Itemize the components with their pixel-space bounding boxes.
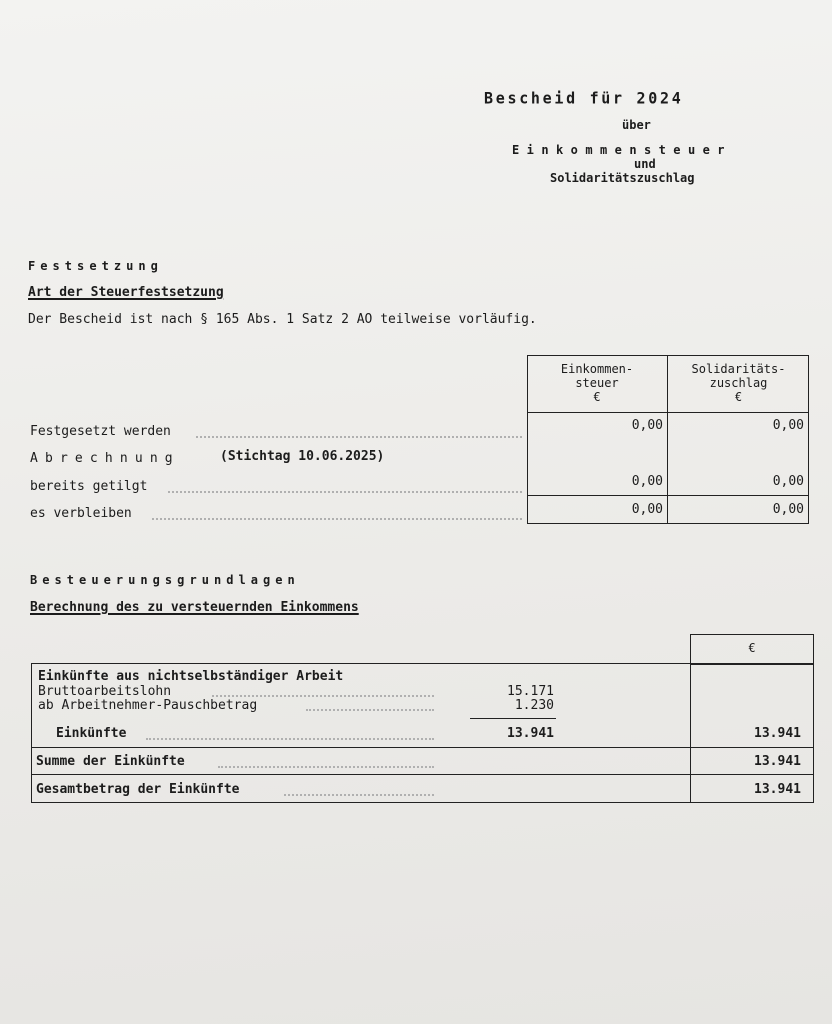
einkuenfte-label: Einkünfte — [56, 726, 127, 741]
leader-dots — [306, 709, 434, 711]
gesamt-value: 13.941 — [754, 782, 801, 797]
header-und: und — [634, 157, 656, 171]
income-section-title: Einkünfte aus nichtselbständiger Arbeit — [38, 669, 344, 684]
col-soli-line2: zuschlag — [709, 376, 768, 390]
leader-dots — [168, 491, 522, 493]
col-est-line2: steuer — [575, 376, 619, 390]
document-title: Bescheid für 2024 — [484, 88, 684, 108]
leader-dots — [196, 436, 522, 438]
leader-dots — [146, 738, 434, 740]
subheading-berechnung: Berechnung des zu versteuernden Einkommens — [30, 600, 359, 615]
section-heading-grundlagen: Besteuerungsgrundlagen — [30, 573, 300, 587]
value-verbleiben-est: 0,00 — [631, 502, 663, 517]
leader-dots — [218, 766, 434, 768]
col-est-line1: Einkommen- — [560, 362, 634, 376]
value-festgesetzt-est: 0,00 — [631, 418, 663, 433]
header-tax-type: Einkommensteuer — [512, 143, 732, 157]
leader-dots — [284, 794, 434, 796]
row-stichtag: (Stichtag 10.06.2025) — [220, 449, 385, 464]
income-rule — [31, 747, 814, 749]
col-soli-line1: Solidaritäts- — [691, 362, 786, 376]
row-label-verbleiben: es verbleiben — [30, 506, 132, 521]
section-heading-festsetzung: Festsetzung — [28, 259, 163, 273]
value-getilgt-est: 0,00 — [631, 474, 663, 489]
income-column-divider — [690, 663, 692, 803]
row-label-festgesetzt: Festgesetzt werden — [30, 424, 171, 439]
summe-label: Summe der Einkünfte — [36, 754, 185, 769]
subheading-art: Art der Steuerfestsetzung — [28, 285, 224, 300]
summe-value: 13.941 — [754, 754, 801, 769]
value-festgesetzt-soli: 0,00 — [772, 418, 804, 433]
col-soli-unit: € — [734, 390, 743, 404]
tax-table-total-rule — [527, 495, 809, 497]
einkuenfte-value: 13.941 — [507, 726, 554, 741]
brutto-label: Bruttoarbeitslohn — [38, 684, 172, 699]
income-unit: € — [748, 641, 756, 655]
header-ueber: über — [622, 118, 651, 132]
col-est-unit: € — [593, 390, 601, 404]
pausch-label: ab Arbeitnehmer-Pauschbetrag — [38, 698, 258, 713]
pausch-value: 1.230 — [514, 698, 554, 713]
row-label-abrechnung: Abrechnung — [30, 451, 180, 466]
income-rule — [31, 774, 814, 776]
leader-dots — [212, 695, 434, 697]
gesamt-label: Gesamtbetrag der Einkünfte — [36, 782, 240, 797]
value-getilgt-soli: 0,00 — [772, 474, 804, 489]
row-label-getilgt: bereits getilgt — [30, 479, 148, 494]
leader-dots — [152, 518, 522, 520]
value-verbleiben-soli: 0,00 — [772, 502, 804, 517]
header-soli: Solidaritätszuschlag — [550, 171, 695, 185]
subtotal-rule — [470, 718, 556, 720]
note-vorlaeufig: Der Bescheid ist nach § 165 Abs. 1 Satz 2 AO teilweise vorläufig. — [28, 312, 537, 327]
einkuenfte-total: 13.941 — [754, 726, 801, 741]
brutto-value: 15.171 — [507, 684, 554, 699]
